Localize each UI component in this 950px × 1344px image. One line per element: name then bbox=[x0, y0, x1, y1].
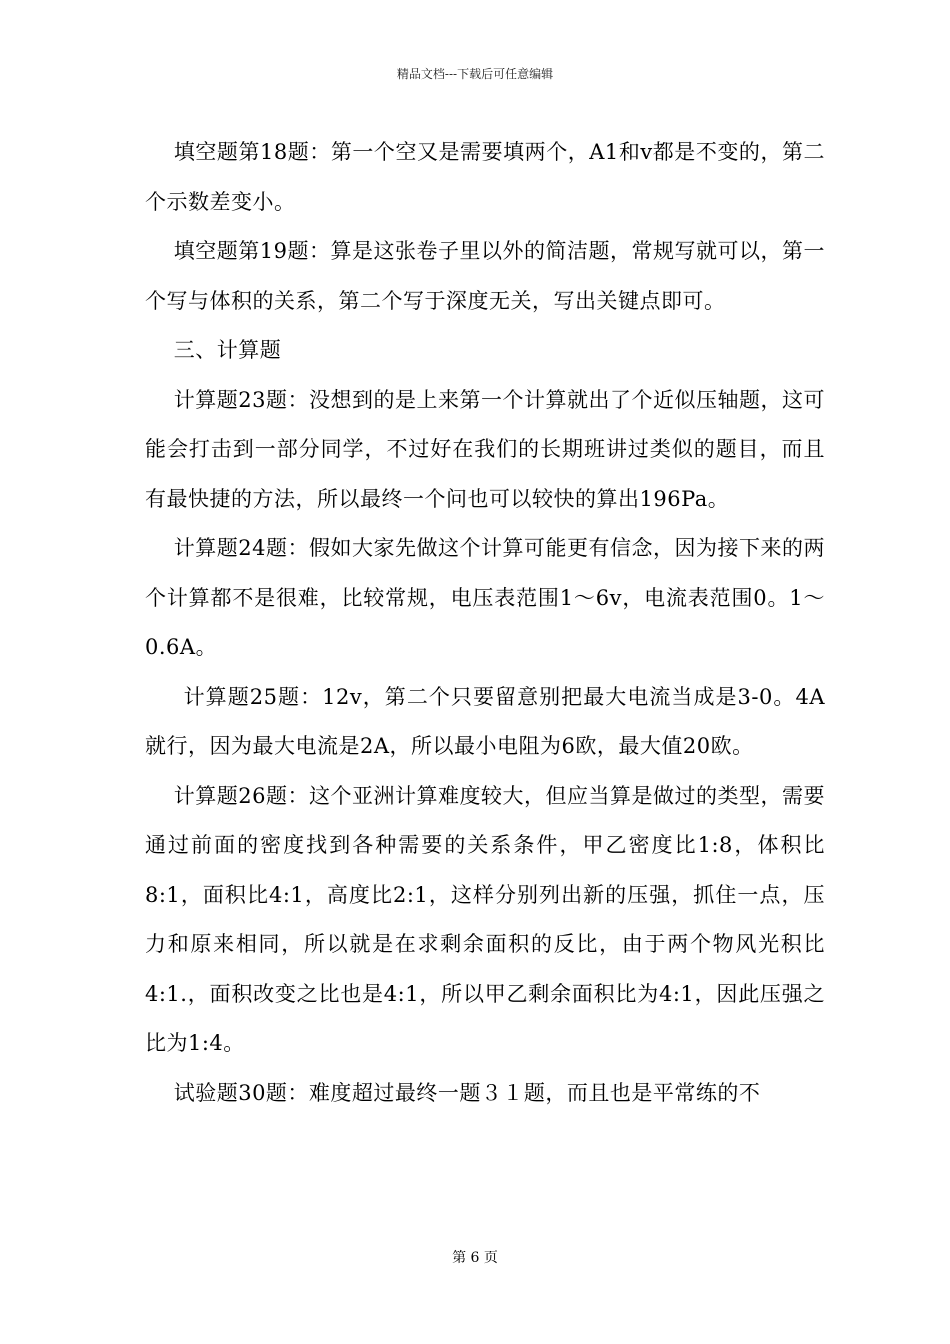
page-header: 精品文档---下载后可任意编辑 bbox=[396, 67, 554, 81]
document-body bbox=[145, 128, 825, 1118]
paragraph-calc-25: 计算题25题：12v，第二个只要留意别把最大电流当成是3-0。4A就行，因为最大电流是2A，所以最小电阻为6欧，最大值20欧。 bbox=[145, 684, 825, 758]
paragraph-calc-23: 计算题23题：没想到的是上来第一个计算就出了个近似压轴题，这可能会打击到一部分同学，不过好在我们的长期班讲过类似的题目，而且有最快捷的方法，所以最终一个问也可以较快的算出196Pa。 bbox=[145, 387, 825, 511]
page-number: 第 6 页 bbox=[452, 1250, 498, 1266]
paragraph-fill-blank-18: 填空题第18题：第一个空又是需要填两个，A1和v都是不变的，第二个示数差变小。 bbox=[145, 140, 826, 214]
paragraph-experiment-30: 试验题30题：难度超过最终一题３１题，而且也是平常练的不 bbox=[145, 1080, 761, 1105]
paragraph-fill-blank-19: 填空题第19题：算是这张卷子里以外的简洁题，常规写就可以，第一个写与体积的关系，第二个写于深度无关，写出关键点即可。 bbox=[145, 239, 825, 313]
paragraph-calc-24: 计算题24题：假如大家先做这个计算可能更有信念，因为接下来的两个计算都不是很难，比较常规，电压表范围1～6v，电流表范围0。1～0.6A。 bbox=[145, 536, 825, 659]
paragraph-calc-26: 计算题26题：这个亚洲计算难度较大，但应当算是做过的类型，需要通过前面的密度找到各种需要的关系条件，甲乙密度比1:8，体积比8:1，面积比4:1，高度比2:1，这样分别列出新的压强，抓住一点，压力和原来相同，所以就是在求剩余面积的反比，由于两个物风光积比4:1.，面积改变之比也是4:1，所以甲乙剩余面积比为4:1，因此压强之比为1:4。 bbox=[145, 783, 825, 1055]
section-heading-calculation: 三、计算题 bbox=[145, 338, 282, 362]
